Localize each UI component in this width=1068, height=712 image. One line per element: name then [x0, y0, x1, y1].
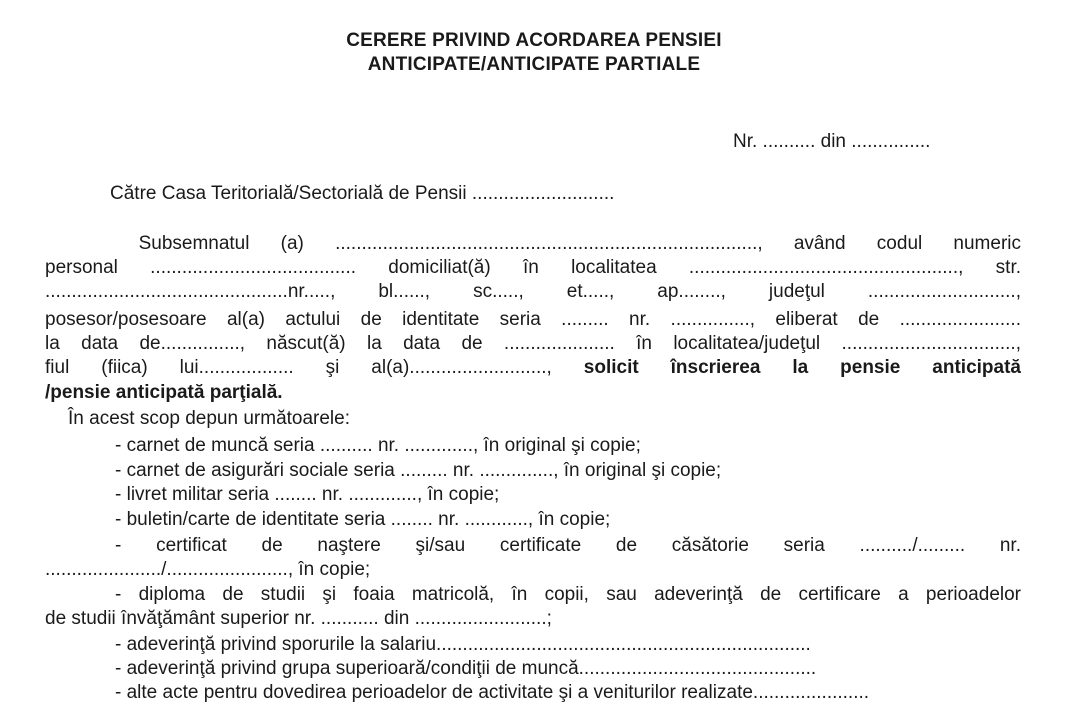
document-title-line2: ANTICIPATE/ANTICIPATE PARTIALE: [367, 54, 701, 75]
list-item: - certificat de naştere şi/sau certificate de căsătorie seria ........../......... nr.: [115, 535, 1021, 556]
request-statement: solicit înscrierea la pensie anticipată: [583, 357, 1021, 378]
list-item: - alte acte pentru dovedirea perioadelor de activitate şi a veniturilor realizate......................: [115, 682, 870, 703]
list-item: - adeverinţă privind grupa superioară/condiţii de muncă.............................................: [115, 658, 817, 679]
list-item-continuation: de studii învăţământ superior nr. ........... din .........................;: [45, 608, 552, 629]
body-line-3: ..............................................nr....., bl......, sc....., et....., ap........, judeţul ............................,: [45, 281, 1021, 302]
body-line-1: Subsemnatul (a) ................................................................................, având codul numeric: [45, 233, 1021, 254]
list-item-continuation: ....................../......................., în copie;: [45, 559, 371, 580]
list-item: - adeverinţă privind sporurile la salariu.......................................................................: [115, 634, 811, 655]
list-item: - carnet de asigurări sociale seria ......... nr. .............., în original şi copie;: [115, 460, 722, 481]
registration-number-line: Nr. .......... din ...............: [733, 131, 931, 152]
list-item: - buletin/carte de identitate seria ........ nr. ............, în copie;: [115, 509, 611, 530]
addressee-line: Către Casa Teritorială/Sectorială de Pensii ...........................: [110, 183, 615, 204]
documents-intro: În acest scop depun următoarele:: [68, 408, 351, 429]
body-line-5: la data de..............., născut(ă) la data de ..................... în localitatea/judeţul .................................,: [45, 333, 1021, 354]
body-line-4: posesor/posesoare al(a) actului de identitate seria ......... nr. ..............., eliberat de .......................: [45, 309, 1021, 330]
list-item: - carnet de muncă seria .......... nr. ............., în original şi copie;: [115, 435, 641, 456]
body-line-2: personal ....................................... domiciliat(ă) în localitatea ..................................................., str.: [45, 257, 1021, 278]
document-title-line1: CERERE PRIVIND ACORDAREA PENSIEI: [346, 30, 722, 51]
body-line-7: /pensie anticipată parţială.: [45, 382, 283, 403]
body-line-6: fiul (fiica) lui.................. şi al(a).........................., solicit înscrierea la pensie anticipată: [45, 357, 1021, 378]
list-item: - livret militar seria ........ nr. ............., în copie;: [115, 484, 500, 505]
list-item: - diploma de studii şi foaia matricolă, în copii, sau adeverinţă de certificare a perioadelor: [115, 584, 1021, 605]
